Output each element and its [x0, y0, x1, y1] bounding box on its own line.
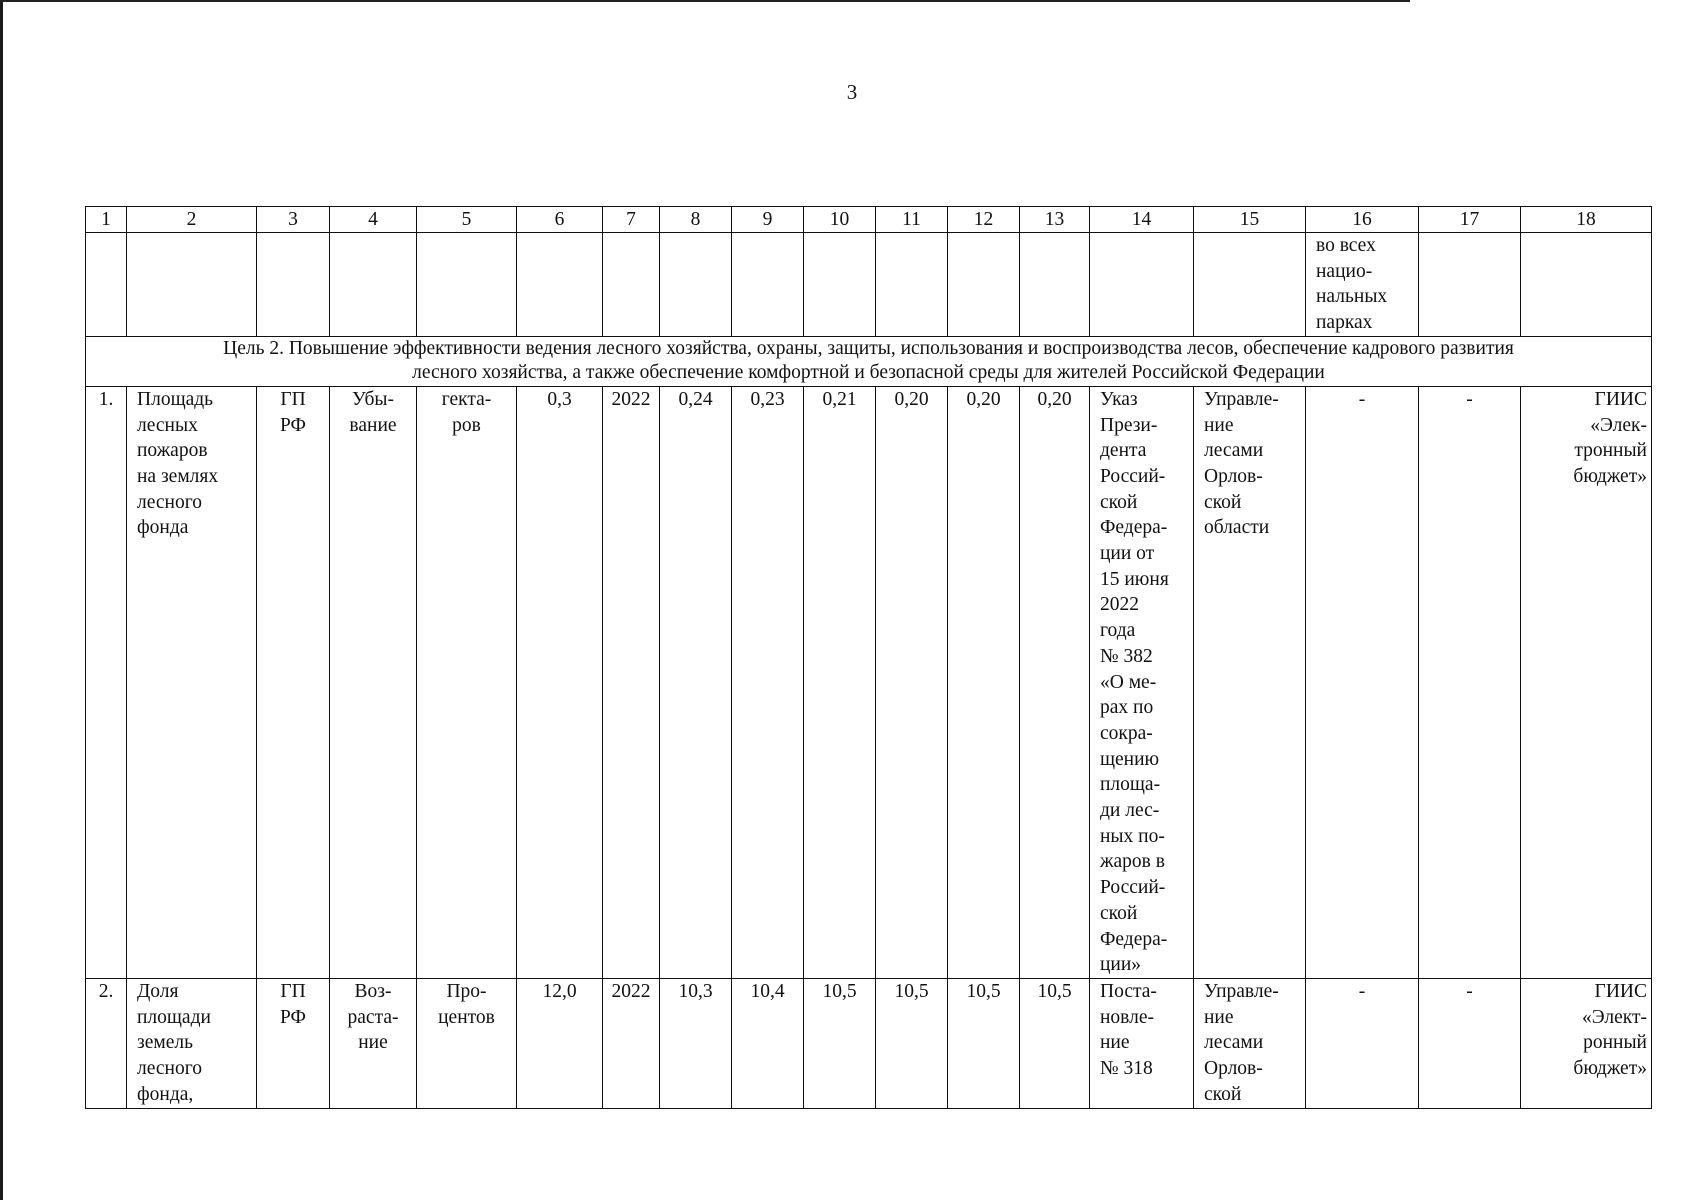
target-value: 10,5: [876, 978, 948, 1108]
continuation-row: [86, 233, 1652, 337]
target-value: 10,5: [1020, 978, 1090, 1108]
page-number: 3: [846, 80, 858, 104]
header-cell: 17: [1419, 207, 1521, 233]
col16-value: -: [1306, 386, 1419, 978]
header-cell: 4: [330, 207, 417, 233]
target-value: 0,20: [948, 386, 1020, 978]
col17-value: -: [1419, 978, 1521, 1108]
indicator-name: Площадь лесных пожаров на землях лесного фонда: [127, 386, 257, 978]
scan-left-edge: [0, 0, 3, 1200]
header-cell: 2: [127, 207, 257, 233]
base-value: 12,0: [517, 978, 603, 1108]
target-value: 0,23: [732, 386, 804, 978]
header-cell: 12: [948, 207, 1020, 233]
information-system: ГИИС «Элек- тронный бюджет»: [1521, 386, 1652, 978]
source-document: Указ Прези- дента Россий- ской Федера- ции от 15 июня 2022 года № 382 «О ме- рах по сокра- щению площа- ди лес- ных по- жаров в Россий- ской Федера- ции»: [1090, 386, 1194, 978]
indicator-trend: Воз- раста- ние: [330, 978, 417, 1108]
header-cell: 1: [86, 207, 127, 233]
target-value: 0,21: [804, 386, 876, 978]
header-row: [86, 207, 1652, 233]
information-system: ГИИС «Элект- ронный бюджет»: [1521, 978, 1652, 1108]
base-value: 0,3: [517, 386, 603, 978]
base-year: 2022: [603, 386, 660, 978]
row-number: 2.: [86, 978, 127, 1108]
header-cell: 9: [732, 207, 804, 233]
indicator-name: Доля площади земель лесного фонда,: [127, 978, 257, 1108]
col17-value: -: [1419, 386, 1521, 978]
indicator-level: ГП РФ: [257, 978, 330, 1108]
col16-value: -: [1306, 978, 1419, 1108]
table-row: [86, 386, 1652, 978]
target-value: 10,5: [948, 978, 1020, 1108]
target-value: 0,20: [876, 386, 948, 978]
header-cell: 18: [1521, 207, 1652, 233]
header-cell: 3: [257, 207, 330, 233]
header-cell: 14: [1090, 207, 1194, 233]
indicator-trend: Убы- вание: [330, 386, 417, 978]
scan-top-edge: [0, 0, 1410, 2]
target-value: 0,20: [1020, 386, 1090, 978]
source-document: Поста- новле- ние № 318: [1090, 978, 1194, 1108]
target-value: 10,5: [804, 978, 876, 1108]
indicator-unit: гекта- ров: [417, 386, 517, 978]
header-cell: 15: [1194, 207, 1306, 233]
indicators-table: [85, 206, 1652, 1109]
goal-row: [86, 336, 1652, 386]
indicator-unit: Про- центов: [417, 978, 517, 1108]
responsible-body: Управле- ние лесами Орлов- ской области: [1194, 386, 1306, 978]
header-cell: 13: [1020, 207, 1090, 233]
target-value: 0,24: [660, 386, 732, 978]
target-value: 10,3: [660, 978, 732, 1108]
table-row: [86, 978, 1652, 1108]
header-cell: 6: [517, 207, 603, 233]
header-cell: 10: [804, 207, 876, 233]
base-year: 2022: [603, 978, 660, 1108]
header-cell: 8: [660, 207, 732, 233]
header-cell: 16: [1306, 207, 1419, 233]
header-cell: 5: [417, 207, 517, 233]
continuation-col16: во всех нацио- нальных парках: [1306, 233, 1419, 337]
indicator-level: ГП РФ: [257, 386, 330, 978]
header-cell: 7: [603, 207, 660, 233]
goal-heading: Цель 2. Повышение эффективности ведения лесного хозяйства, охраны, защиты, использования и воспроизводства лесов, обеспечение кадрового развития лесного хозяйства, а также обеспечение комфортной и безопасной среды для жителей Российской Федерации: [86, 336, 1652, 386]
row-number: 1.: [86, 386, 127, 978]
target-value: 10,4: [732, 978, 804, 1108]
responsible-body: Управле- ние лесами Орлов- ской: [1194, 978, 1306, 1108]
header-cell: 11: [876, 207, 948, 233]
